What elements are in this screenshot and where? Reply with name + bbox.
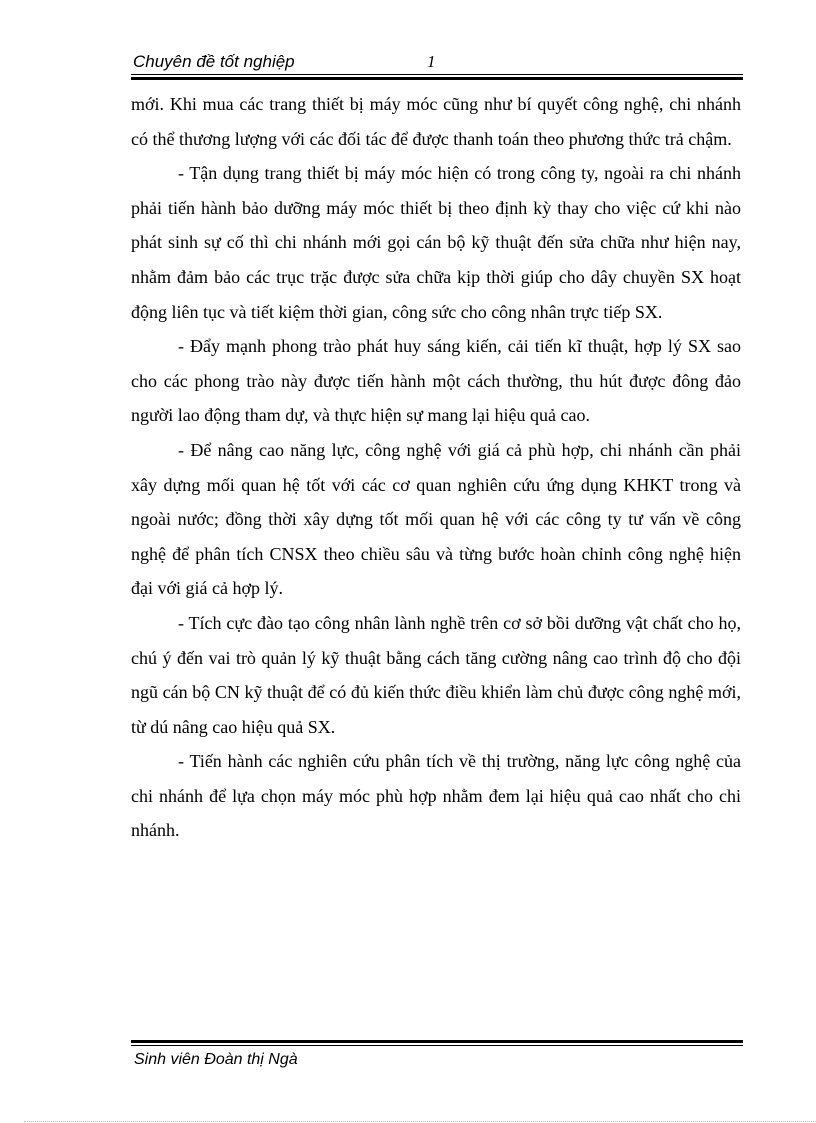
header-rule-thick	[131, 77, 743, 80]
paragraph-worker-training: - Tích cực đào tạo công nhân lành nghề trên cơ sở bồi dưỡng vật chất cho họ, chú ý đến vai trò quản lý kỹ thuật bằng cách tăng cường nâng cao trình độ cho đội ngũ cán bộ CN kỹ thuật để có đủ kiến thức điều khiển làm chủ được công nghệ mới, từ dú nâng cao hiệu quả SX.	[131, 612, 741, 737]
paragraph-research-relations: - Để nâng cao năng lực, công nghệ với giá cả phù hợp, chi nhánh cần phải xây dựng mối quan hệ tốt với các cơ quan nghiên cứu ứng dụng KHKT trong và ngoài nước; đồng thời xây dựng tốt mối quan hệ với các công ty tư vấn về công nghệ để phân tích CNSX theo chiều sâu và từng bước hoàn chỉnh công nghệ hiện đại với giá cả hợp lý.	[131, 439, 741, 599]
footer-rule-thin	[131, 1045, 743, 1046]
paragraph-equipment-maintenance: - Tận dụng trang thiết bị máy móc hiện có trong công ty, ngoài ra chi nhánh phải tiến hành bảo dưỡng máy móc thiết bị theo định kỳ thay cho việc cứ khi nào phát sinh sự cố thì chi nhánh mới gọi cán bộ kỹ thuật đến sửa chữa như hiện nay, nhằm đảm bảo các trục trặc được sửa chữa kịp thời giúp cho dây chuyền SX hoạt động liên tục và tiết kiệm thời gian, công sức cho công nhân trực tiếp SX.	[131, 163, 741, 322]
page-number: 1	[427, 52, 436, 71]
document-body	[131, 87, 741, 848]
page-header	[131, 50, 743, 74]
paragraph-innovation-movement: - Đẩy mạnh phong trào phát huy sáng kiến, cải tiến kĩ thuật, hợp lý SX sao cho các phong trào này được tiến hành một cách thường, thu hút được đông đảo người lao động tham dự, và thực hiện sự mang lại hiệu quả cao.	[131, 336, 741, 426]
paragraph-continuation: mới. Khi mua các trang thiết bị máy móc cũng như bí quyết công nghệ, chi nhánh có thể thương lượng với các đối tác để được thanh toán theo phương thức trả chậm.	[131, 94, 741, 149]
header-title: Chuyên đề tốt nghiệp	[133, 52, 295, 71]
footer-author: Sinh viên Đoàn thị Ngà	[134, 1051, 298, 1068]
paragraph-market-research: - Tiến hành các nghiên cứu phân tích về thị trường, năng lực công nghệ của chi nhánh để lựa chọn máy móc phù hợp nhằm đem lại hiệu quả cao nhất cho chi nhánh.	[131, 751, 741, 841]
header-rule-thin	[131, 74, 743, 75]
page-edge-dotted-line	[24, 1121, 816, 1122]
footer-rule-thick	[131, 1040, 743, 1043]
